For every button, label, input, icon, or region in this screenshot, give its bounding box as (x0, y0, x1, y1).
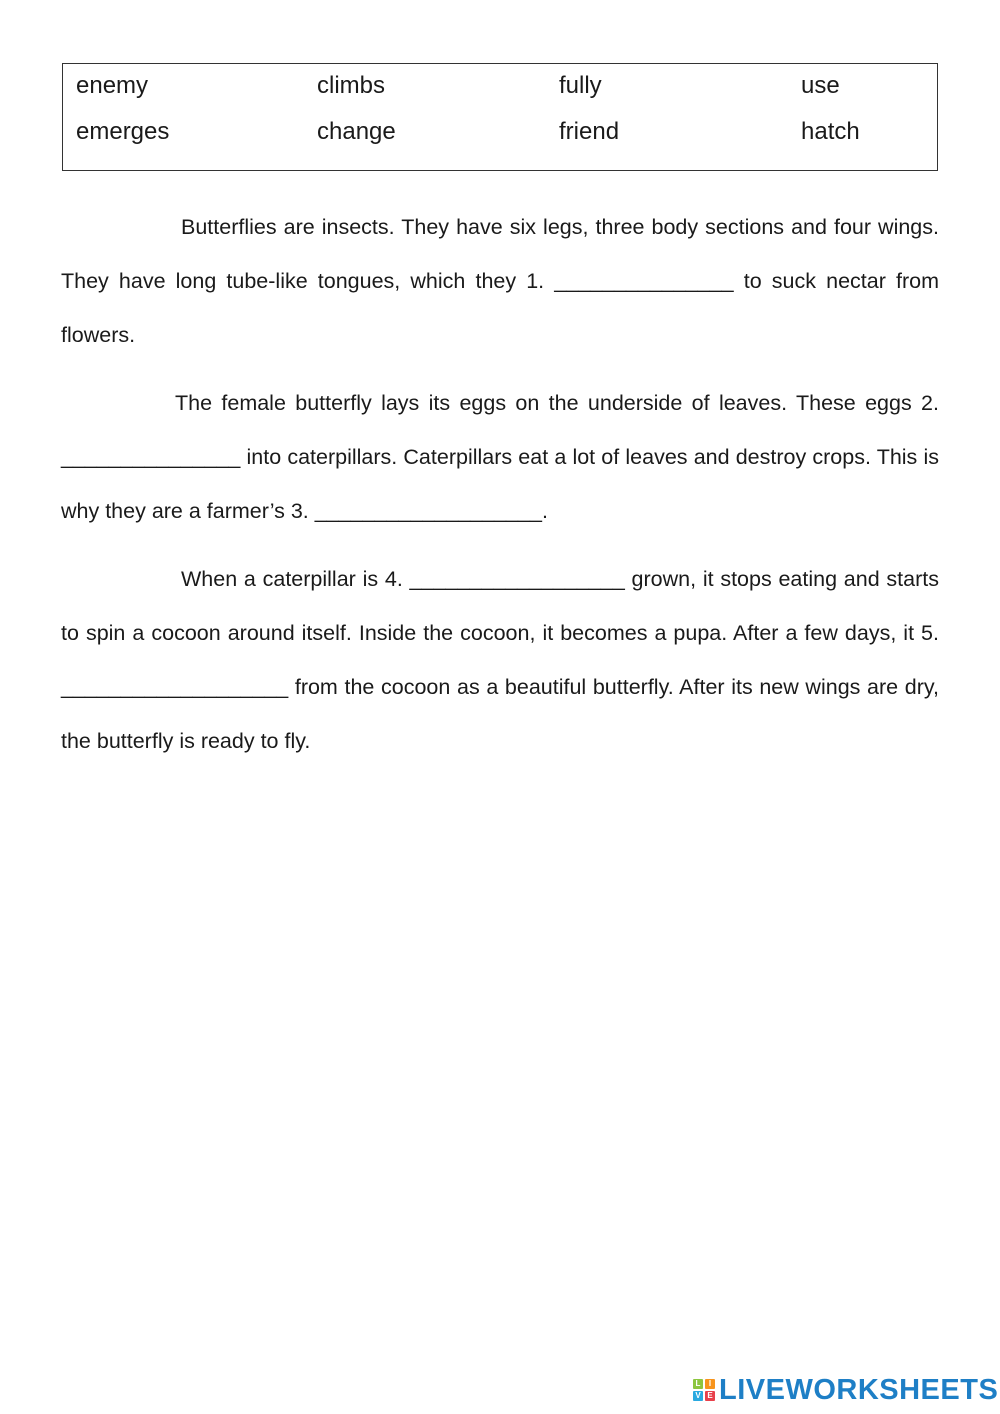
paragraph-text: to suck nectar from flowers. (61, 269, 939, 347)
paragraph-2 (61, 376, 939, 538)
paragraph-1 (61, 200, 939, 362)
word-bank-item: hatch (801, 118, 860, 145)
word-bank-item: climbs (317, 72, 386, 99)
paragraph-text: When a caterpillar is 4. (181, 567, 410, 591)
logo-text: LIVEWORKSHEETS (719, 1373, 999, 1406)
paragraph-text: from the cocoon as a beautiful butterfly. After its new wings are dry, the butterfly is ready to fly. (61, 675, 939, 753)
answer-blank-1[interactable]: _______________ (554, 269, 734, 293)
logo-tile-orange: I (705, 1379, 715, 1389)
paragraph-text: grown, it stops eating and starts to spin a cocoon around itself. Inside the cocoon, it becomes a pupa. After a few days, it 5. (61, 567, 939, 645)
word-bank (62, 63, 938, 171)
logo-tile-blue: V (693, 1391, 703, 1401)
paragraph-text: into caterpillars. Caterpillars eat a lot of leaves and destroy crops. This is why they are a farmer’s 3. (61, 445, 939, 523)
paragraph-text: . (541, 499, 548, 523)
logo-tile-red: E (705, 1391, 715, 1401)
paragraph-text: The female butterfly lays its eggs on the underside of leaves. These eggs 2. (175, 391, 939, 415)
word-bank-item: change (317, 118, 396, 145)
paragraph-text: Butterflies are insects. They have six legs, three body sections and four wings. They have long tube-like tongues, which they 1. (61, 215, 939, 293)
answer-blank-3[interactable]: ___________________ (314, 499, 542, 523)
answer-blank-5[interactable]: ___________________ (61, 675, 289, 699)
liveworksheets-logo (693, 1374, 998, 1406)
word-bank-item: friend (559, 118, 620, 145)
logo-tile-green: L (693, 1379, 703, 1389)
paragraph-3 (61, 552, 939, 768)
answer-blank-4[interactable]: __________________ (409, 567, 625, 591)
answer-blank-2[interactable]: _______________ (61, 445, 241, 469)
word-bank-item: emerges (76, 118, 170, 145)
word-bank-item: use (801, 72, 840, 99)
word-bank-item: fully (559, 72, 602, 99)
logo-tiles-icon (693, 1379, 715, 1401)
word-bank-item: enemy (76, 72, 149, 99)
